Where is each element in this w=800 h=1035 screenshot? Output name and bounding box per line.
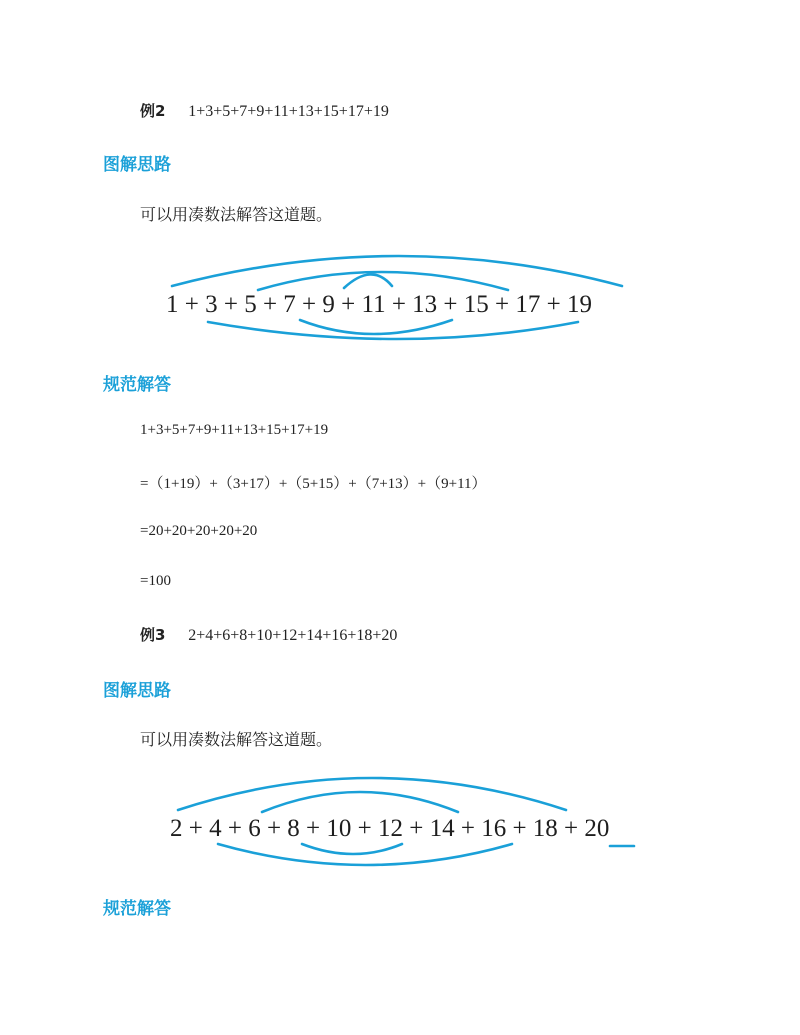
example-3-label: 例3 [140,626,166,644]
example-2-expression: 1+3+5+7+9+11+13+15+17+19 [188,103,389,120]
example-2-pairing-diagram [0,248,800,358]
arc-9-11 [344,274,392,288]
answer-line-1: 1+3+5+7+9+11+13+15+17+19 [140,422,329,438]
arc-6-14 [262,792,458,812]
example-3-thinking-text: 可以用凑数法解答这道题。 [140,730,333,749]
arc-3-17 [208,322,578,339]
example-3-line [140,624,397,645]
example-3-thinking-heading: 图解思路 [103,681,171,701]
example-3-answer-heading: 规范解答 [103,899,171,919]
example-3-diagram-expression: 2 + 4 + 6 + 8 + 10 + 12 + 14 + 16 + 18 + 20 [170,815,610,842]
arc-7-13 [300,320,452,334]
example-3-pairing-diagram [0,768,800,878]
arc-2-18 [178,778,566,810]
example-2-thinking-text: 可以用凑数法解答这道题。 [140,205,333,224]
example-2-answer-heading: 规范解答 [103,375,171,395]
example-2-diagram-expression: 1 + 3 + 5 + 7 + 9 + 11 + 13 + 15 + 17 + 19 [166,291,592,318]
arc-5-15 [258,272,508,290]
answer-line-2: =（1+19）+（3+17）+（5+15）+（7+13）+（9+11） [140,476,487,492]
example-3-expression: 2+4+6+8+10+12+14+16+18+20 [188,627,398,644]
example-2-line [140,100,389,121]
example-2-label: 例2 [140,102,166,120]
arc-8-12 [302,844,402,854]
example-2-thinking-heading: 图解思路 [103,155,171,175]
answer-line-3: =20+20+20+20+20 [140,523,258,539]
answer-line-4: =100 [140,573,171,589]
